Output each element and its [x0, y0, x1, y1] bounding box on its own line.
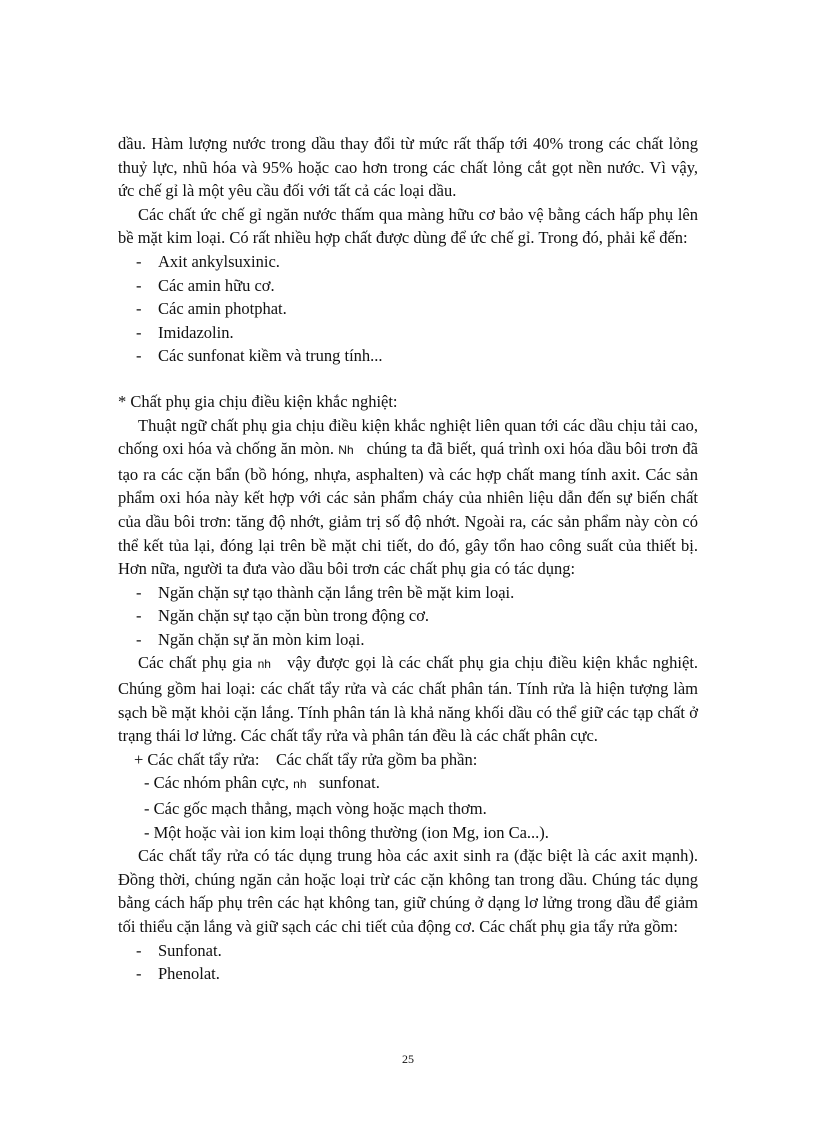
list-item: - Sunfonat.	[136, 940, 222, 960]
detergent-part: - Một hoặc vài ion kim loại thông thường (ion Mg, ion Ca...).	[144, 822, 549, 842]
paragraph-6: Các chất tẩy rửa có tác dụng trung hòa các axit sinh ra (đặc biệt là các axit mạnh). Đồng thời, chúng ngăn cản hoặc loại trừ các cặn không tan trong dầu. Chúng tác dụng bằng cách hấp phụ trên các hạt không tan, giữ chúng ở dạng lơ lửng trong dầu để giảm tối thiểu cặn lắng và giữ sạch các chi tiết của động cơ. Các chất phụ gia tẩy rửa gồm:	[118, 846, 698, 936]
paragraph-2: Các chất ức chế gỉ ngăn nước thấm qua màng hữu cơ bảo vệ bằng cách hấp phụ lên bề mặt kim loại. Có rất nhiều hợp chất được dùng để ức chế gỉ. Trong đó, phải kể đến:	[118, 204, 698, 248]
paragraph-3: Thuật ngữ chất phụ gia chịu điều kiện khắc nghiệt liên quan tới các dầu chịu tải cao, chống oxi hóa và chống ăn mòn. Nh chúng ta đã biết, quá trình oxi hóa dầu bôi trơn đã tạo ra các cặn bẩn (bồ hóng, nhựa, asphalten) và các hợp chất mang tính axit. Các sản phẩm oxi hóa này kết hợp với các sản phẩm cháy của nhiên liệu dẫn đến sự biến chất của dầu bôi trơn: tăng độ nhớt, giảm trị số độ nhớt. Ngoài ra, các sản phẩm này còn có thể kết tủa lại, đóng lại trên bề mặt chi tiết, do đó, gây tổn hao công suất của thiết bị. Hơn nữa, người ta đưa vào dầu bôi trơn các chất phụ gia có tác dụng:	[118, 415, 699, 579]
section-heading: * Chất phụ gia chịu điều kiện khắc nghiệt:	[118, 391, 398, 411]
detergent-heading: + Các chất tẩy rửa: Các chất tẩy rửa gồm ba phần:	[134, 749, 478, 769]
rust-inhibitor-list	[118, 250, 698, 368]
additive-effect-list	[118, 581, 698, 652]
detergent-part: - Các gốc mạch thẳng, mạch vòng hoặc mạch thơm.	[144, 799, 487, 819]
paragraph-4: Các chất phụ gia nh vậy được gọi là các chất phụ gia chịu điều kiện khắc nghiệt. Chúng gồm hai loại: các chất tẩy rửa và các chất phân tán. Tính rửa là hiện tượng làm sạch bề mặt khỏi cặn lắng. Tính phân tán là khả năng khối dầu có thể giữ các tạp chất ở trạng thái lơ lửng. Các chất tẩy rửa và phân tán đều là các chất phân cực.	[118, 653, 699, 746]
list-item: - Ngăn chặn sự tạo cặn bùn trong động cơ.	[136, 606, 430, 626]
detergent-list	[118, 939, 698, 986]
list-item: - Các amin photphat.	[136, 299, 287, 319]
list-item: - Axit ankylsuxinic.	[136, 251, 280, 271]
detergent-part: - Các nhóm phân cực, nh sunfonat.	[144, 773, 380, 793]
list-item: - Ngăn chặn sự ăn mòn kim loại.	[136, 629, 365, 649]
page-number: 25	[402, 1052, 414, 1066]
list-item: - Các sunfonat kiềm và trung tính...	[136, 346, 383, 366]
list-item: - Phenolat.	[136, 964, 220, 984]
list-item: - Imidazolin.	[136, 322, 234, 342]
list-item: - Các amin hữu cơ.	[136, 275, 275, 295]
body-text	[118, 132, 698, 986]
paragraph-1: dầu. Hàm lượng nước trong dầu thay đổi từ mức rất thấp tới 40% trong các chất lỏng thuỷ lực, nhũ hóa và 95% hoặc cao hơn trong các chất lỏng cắt gọt nền nước. Vì vậy, ức chế gỉ là một yêu cầu đối với tất cả các loại dầu.	[118, 134, 698, 201]
list-item: - Ngăn chặn sự tạo thành cặn lắng trên bề mặt kim loại.	[136, 582, 515, 602]
